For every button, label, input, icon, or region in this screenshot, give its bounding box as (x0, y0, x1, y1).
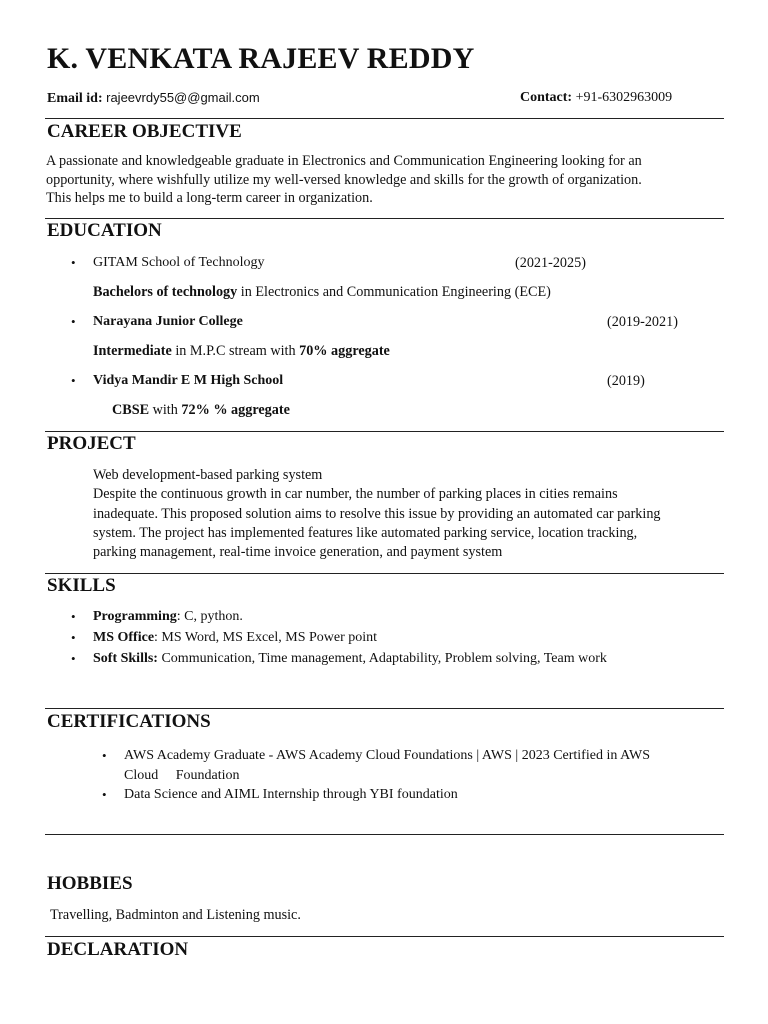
institution-name: Narayana Junior College (93, 314, 243, 329)
course-name: Intermediate (93, 343, 172, 359)
skill-label: Soft Skills: (93, 651, 158, 666)
education-detail (112, 402, 290, 419)
divider (45, 431, 724, 432)
education-detail (93, 343, 390, 360)
skill-value: MS Word, MS Excel, MS Power point (161, 630, 378, 645)
education-years: (2019) (607, 373, 645, 389)
objective-line: opportunity, where wishfully utilize my well-versed knowledge and skills for the growth of organization. (46, 171, 642, 188)
project-line: system. The project has implemented features like automated parking service, location tracking, (93, 524, 638, 541)
education-detail (93, 284, 551, 301)
candidate-name: K. VENKATA RAJEEV REDDY (47, 42, 475, 75)
degree-field: in Electronics and Communication Engineering (ECE) (237, 284, 551, 300)
skill-sep: : (154, 630, 162, 645)
divider (45, 573, 724, 574)
contact-line (520, 90, 672, 106)
email-line (47, 90, 260, 107)
project-text (93, 466, 733, 562)
board-aggregate: 72% % aggregate (181, 402, 290, 418)
certification-item (124, 746, 724, 786)
objective-line: This helps me to build a long-term career in organization. (46, 190, 373, 207)
hobbies-text: Travelling, Badminton and Listening music. (50, 907, 301, 923)
skill-item (93, 609, 243, 625)
skill-value: C, python. (184, 609, 243, 624)
career-objective-text (46, 152, 736, 208)
certification-line: • AWS Academy Graduate - AWS Academy Cloud Foundations | AWS | 2023 Certified in AWS (124, 748, 651, 763)
certification-line: Cloud Foundation (124, 768, 240, 783)
section-heading-project: PROJECT (47, 433, 136, 454)
skill-item (93, 630, 377, 646)
board-name: CBSE (112, 402, 150, 418)
education-institution (93, 314, 243, 330)
divider (45, 708, 724, 709)
section-heading-career-objective: CAREER OBJECTIVE (47, 121, 242, 142)
contact-value: +91-6302963009 (575, 90, 673, 105)
email-value: rajeevrdy55@@gmail.com (106, 90, 260, 105)
degree-name: Bachelors of technology (93, 284, 238, 300)
email-label: Email id: (47, 91, 103, 106)
objective-line: A passionate and knowledgeable graduate in Electronics and Communication Engineering looking for an (46, 153, 642, 169)
section-heading-education: EDUCATION (47, 220, 162, 241)
education-years: (2019-2021) (607, 314, 678, 330)
course-aggregate: 70% aggregate (299, 343, 390, 359)
education-years: (2021-2025) (515, 255, 586, 271)
project-line: inadequate. This proposed solution aims to resolve this issue by providing an automated car parking (93, 505, 661, 522)
contact-label: Contact: (520, 90, 573, 105)
skill-label: MS Office (93, 630, 155, 645)
institution-name: Vidya Mandir E M High School (93, 373, 284, 388)
education-institution: • GITAM School of Technology (93, 255, 264, 271)
section-heading-skills: SKILLS (47, 575, 116, 596)
section-heading-certifications: CERTIFICATIONS (47, 711, 211, 732)
board-with: with (149, 402, 182, 418)
skill-value: Communication, Time management, Adaptability, Problem solving, Team work (161, 651, 607, 666)
section-heading-declaration: DECLARATION (47, 939, 189, 960)
project-line: Despite the continuous growth in car number, the number of parking places in cities remains (93, 486, 618, 503)
divider (45, 218, 724, 219)
skill-sep: : (176, 609, 185, 624)
project-line: parking management, real-time invoice generation, and payment system (93, 544, 503, 561)
certification-item: • Data Science and AIML Internship through YBI foundation (124, 787, 458, 803)
section-heading-hobbies: HOBBIES (47, 873, 133, 894)
skill-item (93, 651, 607, 667)
divider (45, 936, 724, 937)
skill-label: Programming (93, 609, 177, 624)
divider (45, 834, 724, 835)
divider (45, 118, 724, 119)
project-title: Web development-based parking system (93, 467, 323, 483)
education-institution (93, 373, 283, 389)
course-stream: in M.P.C stream with (171, 343, 300, 359)
